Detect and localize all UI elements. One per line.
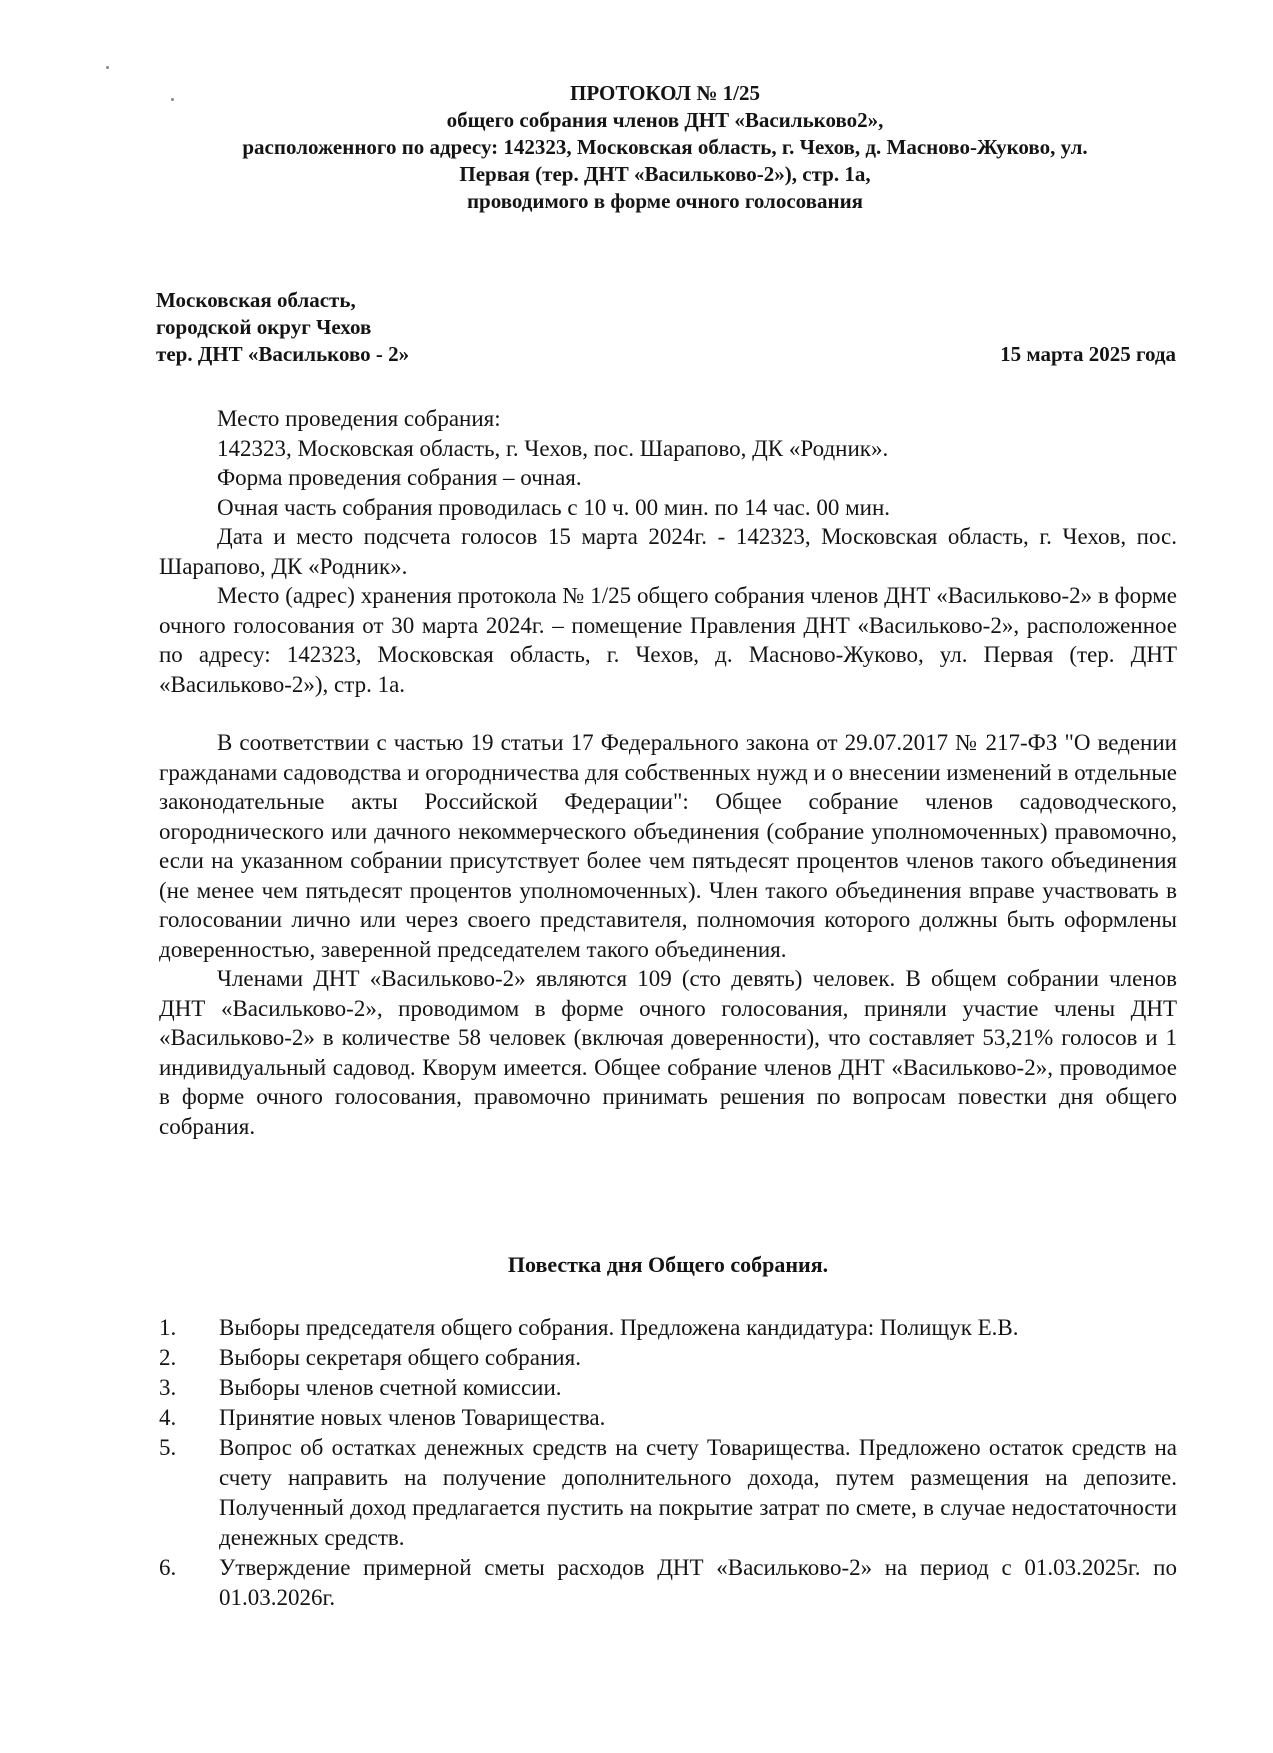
- agenda-item-number: 5.: [159, 1435, 177, 1460]
- agenda-item: [159, 1313, 1177, 1343]
- agenda-item: [159, 1343, 1177, 1373]
- protocol-address: расположенного по адресу: 142323, Московская область, г. Чехов, д. Масново-Жуково, ул.: [242, 135, 1088, 159]
- protocol-storage: Место (адрес) хранения протокола № 1/25 общего собрания членов ДНТ «Васильково-2» в форме очного голосования от 30 марта 2024г. – помещение Правления ДНТ «Васильково-2», расположенное по адресу: 142323, Московская область, г. Чехов, д. Масново-Жуково, ул. Первая (тер. ДНТ «Васильково-2»), стр. 1а.: [159, 583, 1177, 697]
- place-region: Московская область,: [156, 288, 356, 312]
- agenda-item: [159, 1433, 1177, 1553]
- agenda-list: [159, 1313, 1177, 1613]
- agenda-item-number: 2.: [159, 1345, 177, 1370]
- agenda-title: Повестка дня Общего собрания.: [507, 1252, 829, 1277]
- quorum-paragraph: Членами ДНТ «Васильково-2» являются 109 (сто девять) человек. В общем собрании членов ДНТ «Васильково-2», проводимом в форме очного голосования, приняли участие члены ДНТ «Васильково-2» в количестве 58 человек (включая доверенности), что составляет 53,21% голосов и 1 индивидуальный садовод. Кворум имеется. Общее собрание членов ДНТ «Васильково-2», проводимое в форме очного голосования, правомочно принимать решения по вопросам повестки дня общего собрания.: [159, 966, 1177, 1139]
- agenda-item-number: 4.: [159, 1405, 177, 1430]
- agenda-item: [159, 1553, 1177, 1613]
- protocol-title: ПРОТОКОЛ № 1/25: [569, 81, 760, 105]
- agenda-item-text: Принятие новых членов Товарищества.: [219, 1405, 606, 1430]
- place-district: городской округ Чехов: [156, 315, 372, 339]
- document-body: [159, 404, 1177, 1141]
- place-territory: тер. ДНТ «Васильково - 2»: [156, 342, 410, 366]
- meeting-time: Очная часть собрания проводилась с 10 ч. 00 мин. по 14 час. 00 мин.: [217, 494, 891, 520]
- protocol-address-cont: Первая (тер. ДНТ «Васильково-2»), стр. 1а,: [459, 162, 871, 186]
- agenda-item-number: 1.: [159, 1315, 177, 1340]
- agenda-item-text: Вопрос об остатках денежных средств на счету Товарищества. Предложено остаток средств на счету направить на получение дополнительного дохода, путем размещения на депозите. Полученный доход предлагается пустить на покрытие затрат по смете, в случае недостаточности денежных средств.: [219, 1435, 1177, 1550]
- meeting-place-label: Место проведения собрания:: [217, 406, 501, 431]
- vote-count-place: Дата и место подсчета голосов 15 марта 2024г. - 142323, Московская область, г. Чехов, пос. Шарапово, ДК «Родник».: [159, 524, 1177, 579]
- document-date: 15 марта 2025 года: [1000, 342, 1176, 366]
- protocol-subtitle: общего собрания членов ДНТ «Васильково2»,: [446, 108, 884, 132]
- place-block: [156, 287, 409, 368]
- agenda-item-number: 3.: [159, 1375, 177, 1400]
- agenda-item-text: Выборы секретаря общего собрания.: [219, 1345, 581, 1370]
- agenda-item: [159, 1373, 1177, 1403]
- meeting-place-address: 142323, Московская область, г. Чехов, пос. Шарапово, ДК «Родник».: [217, 435, 889, 461]
- protocol-header: [140, 80, 1190, 215]
- agenda-item-text: Выборы председателя общего собрания. Предложена кандидатура: Полищук Е.В.: [219, 1315, 1019, 1340]
- scan-speck: [106, 66, 109, 69]
- agenda-item: [159, 1403, 1177, 1433]
- agenda-item-text: Выборы членов счетной комиссии.: [219, 1375, 562, 1400]
- agenda-item-text: Утверждение примерной сметы расходов ДНТ «Васильково-2» на период с 01.03.2025г. по 01.03.2026г.: [219, 1555, 1177, 1610]
- agenda-item-number: 6.: [159, 1555, 177, 1580]
- meeting-form: Форма проведения собрания – очная.: [217, 465, 582, 490]
- legal-basis: В соответствии с частью 19 статьи 17 Федерального закона от 29.07.2017 № 217-ФЗ "О ведении гражданами садоводства и огородничества для собственных нужд и о внесении изменений в отдельные законодательные акты Российской Федерации": Общее собрание членов садоводческого, огороднического или дачного некоммерческого объединения (собрание уполномоченных) правомочно, если на указанном собрании присутствует более чем пятьдесят процентов членов такого объединения (не менее чем пятьдесят процентов уполномоченных). Член такого объединения вправе участвовать в голосовании лично или через своего представителя, полномочия которого должны быть оформлены доверенностью, заверенной председателем такого объединения.: [159, 730, 1177, 962]
- protocol-form: проводимого в форме очного голосования: [466, 189, 864, 213]
